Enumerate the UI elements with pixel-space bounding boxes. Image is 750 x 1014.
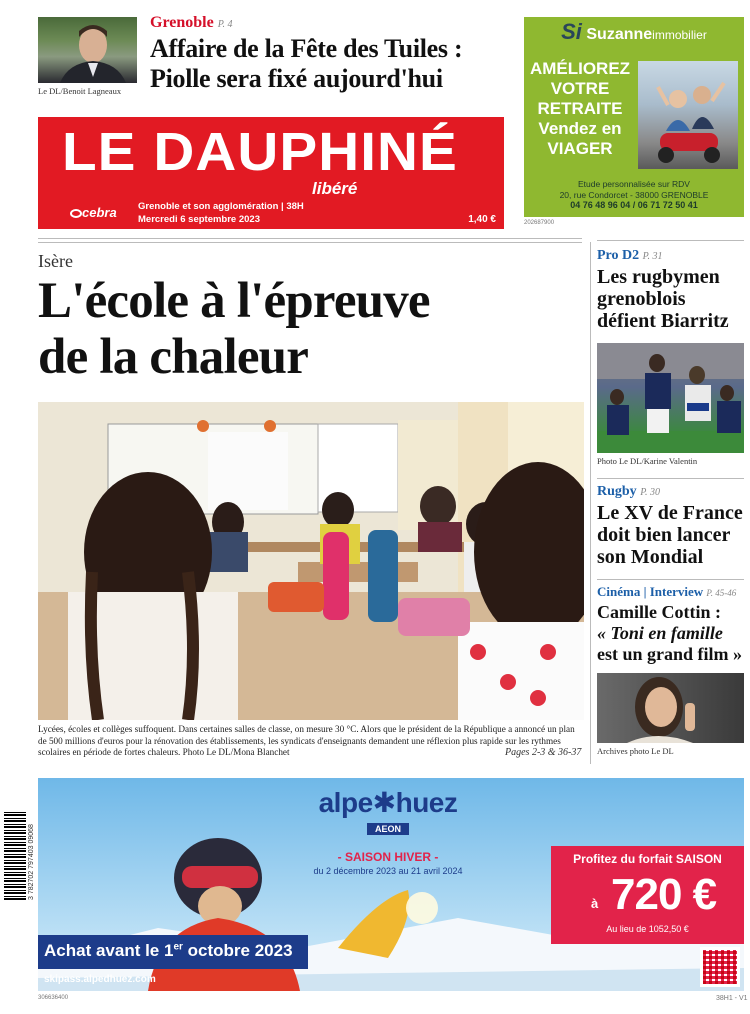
sidebar-item-rugby-kicker bbox=[597, 484, 745, 500]
top-ad-line1: AMÉLIOREZ bbox=[529, 59, 631, 78]
sidebar-item-cinema[interactable] bbox=[597, 584, 747, 665]
cta-suffix: octobre 2023 bbox=[187, 941, 293, 960]
classroom-illustration bbox=[38, 402, 584, 720]
top-ad-line4: Vendez en bbox=[538, 119, 622, 138]
scooter-couple-illustration bbox=[638, 61, 738, 169]
top-ad-photo bbox=[638, 61, 738, 169]
sidebar-item-rugby-page: P. 30 bbox=[640, 487, 661, 498]
top-story-kicker bbox=[150, 14, 233, 32]
sidebar-item-rugby-line2: doit bien lancer bbox=[597, 524, 731, 546]
cta-prefix: Achat avant le bbox=[44, 941, 160, 960]
masthead-date: Mercredi 6 septembre 2023 bbox=[138, 214, 260, 225]
cta-day: 1 bbox=[164, 941, 174, 960]
divider-top-2 bbox=[38, 242, 582, 243]
top-ad-brand-name: Suzanne bbox=[586, 26, 653, 43]
portrait-woman-illustration bbox=[597, 673, 744, 743]
main-story-headline-line1: L'école à l'épreuve bbox=[38, 273, 430, 329]
partner-name: cebra bbox=[82, 205, 117, 220]
sidebar-item-prod2-line3: défient Biarritz bbox=[597, 310, 729, 332]
barcode bbox=[4, 810, 26, 900]
top-ad-info1: Etude personnalisée sur RDV bbox=[578, 179, 690, 189]
offer-title: Profitez du forfait SAISON bbox=[573, 852, 722, 866]
top-ad-ref: 202687900 bbox=[524, 220, 555, 226]
rugby-photo[interactable] bbox=[597, 343, 744, 453]
top-story-photo-credit: Le DL/Benoit Lagneaux bbox=[38, 86, 122, 96]
top-story-headline[interactable] bbox=[150, 34, 462, 94]
sidebar-item-cinema-line2: « Toni en famille bbox=[597, 623, 723, 643]
main-story-headline-line2: de la chaleur bbox=[38, 329, 309, 385]
top-ad-brand-suffix: immobilier bbox=[652, 28, 707, 42]
sidebar-item-cinema-page: P. 45-46 bbox=[706, 588, 737, 598]
main-story-pages[interactable]: Pages 2-3 & 36-37 bbox=[505, 747, 582, 758]
divider-sidebar-1 bbox=[597, 478, 744, 479]
top-ad-info2: 20, rue Condorcet - 38000 GRENOBLE bbox=[559, 189, 709, 200]
cinema-photo[interactable] bbox=[597, 673, 744, 743]
top-story-page: P. 4 bbox=[217, 19, 233, 30]
bottom-ad-brand-sub: AEON bbox=[367, 823, 409, 835]
bottom-ad-brand bbox=[318, 786, 458, 837]
top-ad-pitch bbox=[524, 59, 636, 159]
cta-banner[interactable] bbox=[38, 935, 308, 969]
offer-prefix: à bbox=[591, 896, 599, 911]
bottom-ad[interactable] bbox=[38, 778, 744, 991]
masthead-subtitle: libéré bbox=[312, 179, 358, 198]
cinema-photo-credit: Archives photo Le DL bbox=[597, 746, 674, 756]
rugby-photo-credit: Photo Le DL/Karine Valentin bbox=[597, 456, 698, 466]
top-story-section[interactable]: Grenoble bbox=[150, 14, 214, 31]
top-ad[interactable] bbox=[524, 17, 744, 217]
barcode-text: 3 782702 797403 09068 bbox=[28, 824, 35, 900]
cta-sup: er bbox=[173, 941, 183, 953]
sidebar-item-cinema-headline bbox=[597, 602, 747, 665]
top-ad-line5: VIAGER bbox=[547, 139, 613, 158]
divider-vertical bbox=[590, 242, 591, 764]
sidebar-item-cinema-kicker bbox=[597, 584, 747, 600]
sidebar-item-cinema-line3: est un grand film » bbox=[597, 644, 743, 664]
top-ad-phones: 04 76 48 96 04 / 06 71 72 50 41 bbox=[570, 200, 698, 210]
top-ad-line2: VOTRE bbox=[550, 79, 610, 98]
main-story-caption bbox=[38, 724, 584, 759]
top-story-headline-line1: Affaire de la Fête des Tuiles : bbox=[150, 34, 463, 63]
masthead-edition: Grenoble et son agglomération | 38H bbox=[138, 201, 304, 212]
sidebar-item-prod2-line1: Les rugbymen bbox=[597, 266, 720, 288]
masthead[interactable] bbox=[38, 117, 504, 229]
bottom-ad-season: - SAISON HIVER - bbox=[337, 850, 439, 864]
main-story-photo[interactable] bbox=[38, 402, 584, 720]
offer-price: 720 € bbox=[611, 870, 717, 919]
offer-old-price: Au lieu de 1052,50 € bbox=[606, 924, 689, 934]
bottom-ad-url[interactable]: skipass.alpedhuez.com bbox=[44, 974, 156, 985]
sidebar-item-prod2-line2: grenoblois bbox=[597, 288, 686, 310]
qr-code[interactable] bbox=[700, 947, 740, 987]
bottom-ad-ref: 306636400 bbox=[38, 995, 69, 1001]
sidebar-item-prod2-headline bbox=[597, 266, 745, 332]
masthead-title: LE DAUPHINÉ bbox=[62, 122, 458, 182]
main-story-caption-text: Lycées, écoles et collèges suffoquent. Dans certaines salles de classe, on mesure 30 °C. Alors que le président de la République a annoncé un plan de 500 millions d'euros pour la rénovation des établissements, les syndicats d'enseignants demandent une réflexion plus rapide sur les rythmes scolaires en période de fortes chaleurs. Photo Le DL/Mona Blanchet bbox=[38, 724, 575, 757]
sidebar-item-cinema-section2: Interview bbox=[649, 584, 704, 599]
top-story-headline-line2: Piolle sera fixé aujourd'hui bbox=[150, 64, 443, 93]
sidebar-item-prod2-kicker bbox=[597, 248, 745, 264]
partner-icon bbox=[70, 209, 82, 218]
qr-code-pattern bbox=[703, 950, 737, 984]
top-ad-info bbox=[524, 179, 744, 211]
rugby-illustration bbox=[597, 343, 744, 453]
divider-sidebar-top bbox=[597, 240, 744, 241]
divider-top bbox=[38, 238, 582, 239]
offer-box[interactable] bbox=[551, 846, 744, 944]
sidebar-item-rugby[interactable] bbox=[597, 484, 745, 568]
masthead-price: 1,40 € bbox=[468, 214, 496, 225]
footer-code: 38H1 - V1 bbox=[716, 995, 748, 1002]
sidebar-item-prod2-section: Pro D2 bbox=[597, 248, 640, 263]
top-ad-line3: RETRAITE bbox=[537, 99, 623, 118]
sidebar-item-rugby-line3: son Mondial bbox=[597, 546, 704, 568]
main-story-headline[interactable] bbox=[38, 273, 430, 385]
sidebar-item-cinema-line1: Camille Cottin : bbox=[597, 602, 721, 622]
top-story-photo[interactable] bbox=[38, 17, 137, 83]
sidebar-item-cinema-sep: | bbox=[640, 584, 650, 599]
partner-logo bbox=[70, 205, 117, 220]
top-ad-brand-prefix: Si bbox=[561, 19, 582, 44]
sidebar-item-rugby-section: Rugby bbox=[597, 484, 637, 499]
bottom-ad-dates: du 2 décembre 2023 au 21 avril 2024 bbox=[313, 866, 463, 876]
sidebar-item-cinema-section: Cinéma bbox=[597, 584, 641, 599]
sidebar-item-rugby-headline bbox=[597, 502, 745, 568]
sidebar-item-prod2[interactable] bbox=[597, 248, 745, 332]
sidebar-item-rugby-line1: Le XV de France bbox=[597, 502, 743, 524]
top-ad-brand bbox=[524, 19, 744, 45]
divider-sidebar-2 bbox=[597, 579, 744, 580]
portrait-illustration bbox=[38, 17, 137, 83]
bottom-ad-brand-name: alpe✱huez bbox=[318, 787, 458, 818]
main-story-section[interactable]: Isère bbox=[38, 251, 73, 271]
sidebar-item-prod2-page: P. 31 bbox=[642, 251, 663, 262]
